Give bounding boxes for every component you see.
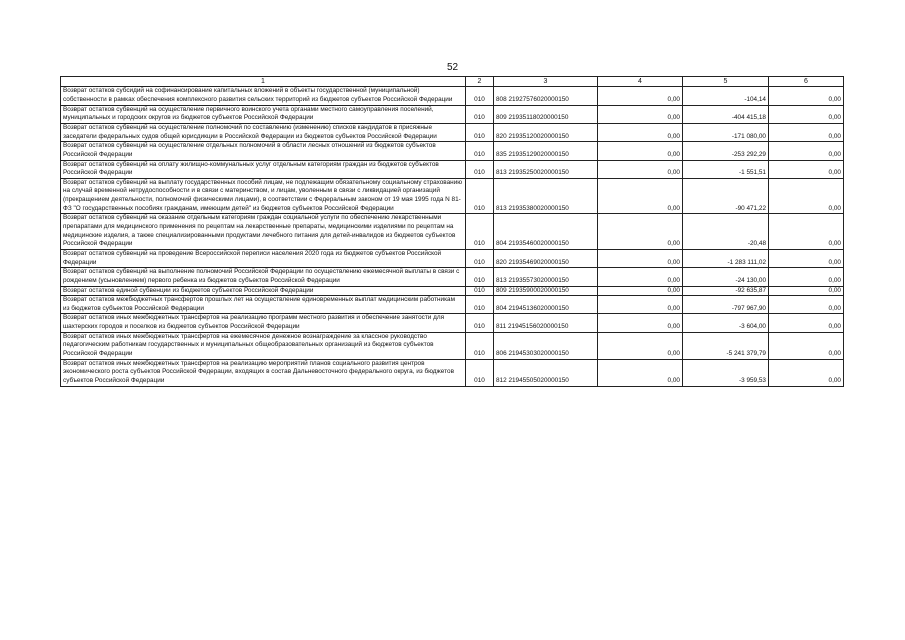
- row-amount-col5: -20,48: [683, 214, 769, 250]
- table-row: [61, 142, 844, 160]
- table-row: [61, 87, 844, 105]
- row-code: 010: [466, 124, 494, 142]
- row-amount-col5: -3 604,00: [683, 314, 769, 332]
- table-row: [61, 268, 844, 286]
- row-amount-col4: 0,00: [598, 124, 683, 142]
- column-header-1: 1: [61, 77, 466, 87]
- row-code: 010: [466, 359, 494, 386]
- row-amount-col6: 0,00: [769, 359, 844, 386]
- row-code: 010: [466, 296, 494, 314]
- row-amount-col4: 0,00: [598, 214, 683, 250]
- row-description: Возврат остатков субвенций на выполнение полномочий Российской Федерации по осуществлению ежемесячной выплаты в связи с рождением (усыновлением) первого ребенка из бюджетов субъектов Российской Федерации: [61, 268, 466, 286]
- row-code: 010: [466, 142, 494, 160]
- row-amount-col6: 0,00: [769, 314, 844, 332]
- row-amount-col5: -1 283 111,02: [683, 249, 769, 267]
- row-code: 010: [466, 286, 494, 296]
- column-header-2: 2: [466, 77, 494, 87]
- row-amount-col5: -24 130,00: [683, 268, 769, 286]
- row-description: Возврат остатков субвенций на проведение Всероссийской переписи населения 2020 года из бюджетов субъектов Российской Федерации: [61, 249, 466, 267]
- row-amount-col4: 0,00: [598, 268, 683, 286]
- row-amount-col6: 0,00: [769, 214, 844, 250]
- table-row: [61, 105, 844, 123]
- row-amount-col4: 0,00: [598, 142, 683, 160]
- row-budget-classification-code: 820 21935469020000150: [494, 249, 598, 267]
- row-amount-col4: 0,00: [598, 332, 683, 359]
- row-description: Возврат остатков межбюджетных трансфертов прошлых лет на осуществление единовременных выплат медицинским работникам из бюджетов субъектов Российской Федерации: [61, 296, 466, 314]
- row-amount-col5: -5 241 379,79: [683, 332, 769, 359]
- row-code: 010: [466, 332, 494, 359]
- row-budget-classification-code: 806 21945303020000150: [494, 332, 598, 359]
- row-amount-col6: 0,00: [769, 286, 844, 296]
- table-row: [61, 359, 844, 386]
- table-row: [61, 332, 844, 359]
- row-amount-col6: 0,00: [769, 160, 844, 178]
- row-description: Возврат остатков субвенций на осуществление отдельных полномочий в области лесных отношений из бюджетов субъектов Российской Федерации: [61, 142, 466, 160]
- row-description: Возврат остатков иных межбюджетных трансфертов на реализацию программ местного развития и обеспечение занятости для шахтерских городов и поселков из бюджетов субъектов Российской Федерации: [61, 314, 466, 332]
- row-amount-col5: -797 967,90: [683, 296, 769, 314]
- row-amount-col5: -253 292,29: [683, 142, 769, 160]
- row-budget-classification-code: 809 21935900020000150: [494, 286, 598, 296]
- row-budget-classification-code: 813 21935250020000150: [494, 160, 598, 178]
- row-description: Возврат остатков иных межбюджетных трансфертов на реализацию мероприятий планов социального развития центров экономического роста субъектов Российской Федерации, входящих в состав Дальневосточного федерального округа, из бюджетов субъектов Российской Федерации: [61, 359, 466, 386]
- row-budget-classification-code: 812 21945505020000150: [494, 359, 598, 386]
- row-budget-classification-code: 813 21935573020000150: [494, 268, 598, 286]
- row-amount-col5: -104,14: [683, 87, 769, 105]
- table-row: [61, 178, 844, 214]
- row-code: 010: [466, 249, 494, 267]
- page-number: 52: [446, 62, 459, 73]
- row-amount-col4: 0,00: [598, 296, 683, 314]
- row-amount-col4: 0,00: [598, 160, 683, 178]
- row-description: Возврат остатков иных межбюджетных трансфертов на ежемесячное денежное вознаграждение за классное руководство педагогическим работникам государственных и муниципальных общеобразовательных организаций из бюджетов субъектов Российской Федерации: [61, 332, 466, 359]
- row-amount-col4: 0,00: [598, 249, 683, 267]
- row-amount-col5: -3 959,53: [683, 359, 769, 386]
- table-row: [61, 160, 844, 178]
- row-code: 010: [466, 314, 494, 332]
- row-description: Возврат остатков субвенций на оказание отдельным категориям граждан социальной услуги по обеспечению лекарственными препаратами для медицинского применения по рецептам на лекарственные препараты, медицинскими изделиями по рецептам на медицинские изделия, а также специализированными продуктами лечебного питания для детей-инвалидов из бюджетов субъектов Российской Федерации: [61, 214, 466, 250]
- row-description: Возврат остатков субвенций на оплату жилищно-коммунальных услуг отдельным категориям граждан из бюджетов субъектов Российской Федерации: [61, 160, 466, 178]
- column-header-4: 4: [598, 77, 683, 87]
- row-budget-classification-code: 835 21935129020000150: [494, 142, 598, 160]
- row-amount-col4: 0,00: [598, 286, 683, 296]
- row-budget-classification-code: 804 21935460020000150: [494, 214, 598, 250]
- row-amount-col6: 0,00: [769, 142, 844, 160]
- row-amount-col5: -92 635,87: [683, 286, 769, 296]
- row-budget-classification-code: 820 21935120020000150: [494, 124, 598, 142]
- row-amount-col4: 0,00: [598, 87, 683, 105]
- row-budget-classification-code: 808 21927576020000150: [494, 87, 598, 105]
- row-code: 010: [466, 105, 494, 123]
- table-row: [61, 314, 844, 332]
- row-description: Возврат остатков субвенций на осуществление полномочий по составлению (изменению) списков кандидатов в присяжные заседатели федеральных судов общей юрисдикции в Российской Федерации из бюджетов субъектов Российской Федерации: [61, 124, 466, 142]
- table-row: [61, 296, 844, 314]
- budget-table: [60, 76, 844, 387]
- row-amount-col6: 0,00: [769, 178, 844, 214]
- row-amount-col4: 0,00: [598, 359, 683, 386]
- table-row: [61, 286, 844, 296]
- row-code: 010: [466, 268, 494, 286]
- table-row: [61, 124, 844, 142]
- row-description: Возврат остатков субвенций на осуществление первичного воинского учета органами местного самоуправления поселений, муниципальных и городских округов из бюджетов субъектов Российской Федерации: [61, 105, 466, 123]
- row-description: Возврат остатков единой субвенции из бюджетов субъектов Российской Федерации: [61, 286, 466, 296]
- row-amount-col5: -1 551,51: [683, 160, 769, 178]
- row-amount-col6: 0,00: [769, 124, 844, 142]
- row-description: Возврат остатков субсидий на софинансирование капитальных вложений в объекты государственной (муниципальной) собственности в рамках обеспечения комплексного развития сельских территорий из бюджетов субъектов Российской Федерации: [61, 87, 466, 105]
- column-header-6: 6: [769, 77, 844, 87]
- row-amount-col6: 0,00: [769, 87, 844, 105]
- row-amount-col6: 0,00: [769, 105, 844, 123]
- row-budget-classification-code: 813 21935380020000150: [494, 178, 598, 214]
- row-amount-col4: 0,00: [598, 178, 683, 214]
- row-budget-classification-code: 811 21945156020000150: [494, 314, 598, 332]
- table-header-row: [61, 77, 844, 87]
- column-header-5: 5: [683, 77, 769, 87]
- row-amount-col5: -171 080,00: [683, 124, 769, 142]
- row-code: 010: [466, 87, 494, 105]
- row-amount-col6: 0,00: [769, 332, 844, 359]
- column-header-3: 3: [494, 77, 598, 87]
- row-code: 010: [466, 214, 494, 250]
- row-amount-col6: 0,00: [769, 296, 844, 314]
- table-row: [61, 249, 844, 267]
- row-amount-col5: -90 471,22: [683, 178, 769, 214]
- table-row: [61, 214, 844, 250]
- row-code: 010: [466, 178, 494, 214]
- row-amount-col4: 0,00: [598, 314, 683, 332]
- row-budget-classification-code: 809 21935118020000150: [494, 105, 598, 123]
- row-code: 010: [466, 160, 494, 178]
- row-amount-col6: 0,00: [769, 268, 844, 286]
- row-amount-col5: -404 415,18: [683, 105, 769, 123]
- row-amount-col4: 0,00: [598, 105, 683, 123]
- row-budget-classification-code: 804 21945136020000150: [494, 296, 598, 314]
- row-amount-col6: 0,00: [769, 249, 844, 267]
- row-description: Возврат остатков субвенций на выплату государственных пособий лицам, не подлежащим обязательному социальному страхованию на случай временной нетрудоспособности и в связи с материнством, и лицам, уволенным в связи с ликвидацией организаций (прекращением деятельности, полномочий физическими лицами), в соответствии с Федеральным законом от 19 мая 1995 года N 81-ФЗ "О государственных пособиях гражданам, имеющим детей" из бюджетов субъектов Российской Федерации: [61, 178, 466, 214]
